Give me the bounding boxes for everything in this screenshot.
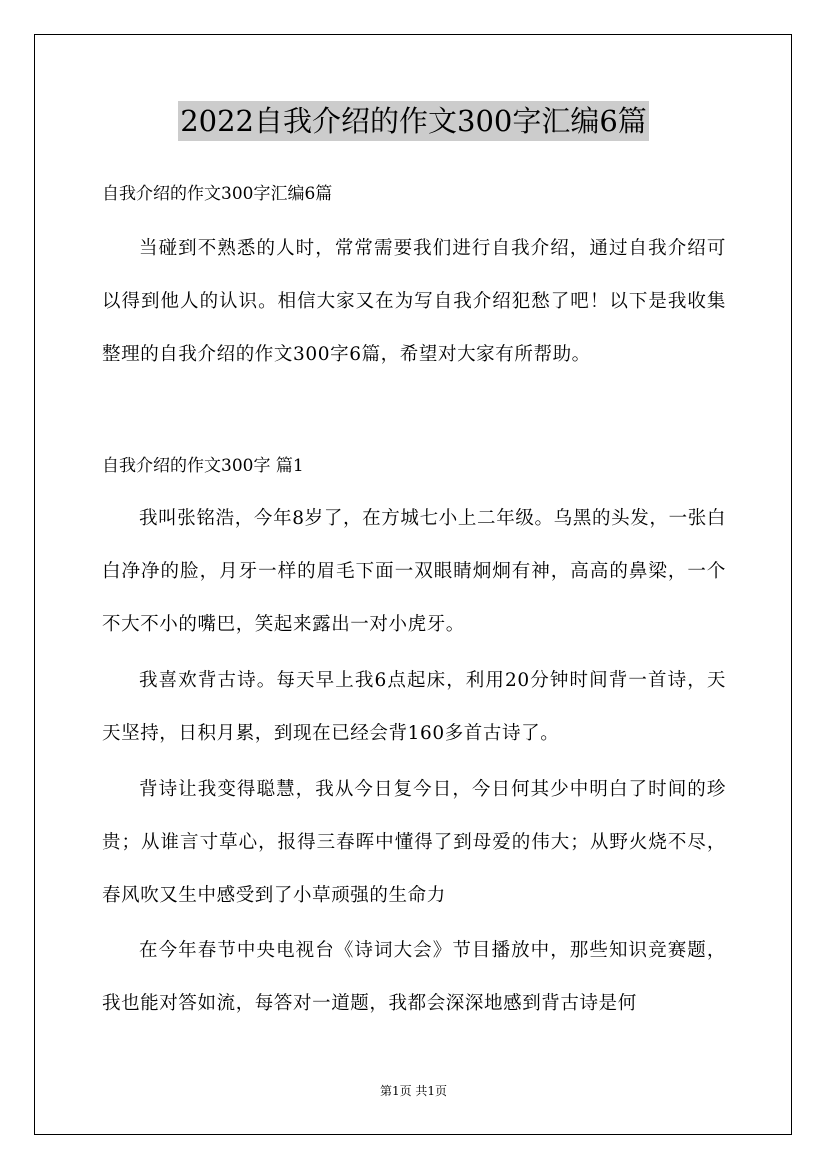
document-subtitle: 自我介绍的作文300字汇编6篇 — [102, 184, 333, 204]
document-title: 2022自我介绍的作文300字汇编6篇 — [178, 101, 649, 141]
body-paragraph: 我叫张铭浩，今年8岁了，在方城七小上二年级。乌黑的头发，一张白白净净的脸，月牙一样的眉毛下面一双眼睛炯炯有神，高高的鼻梁，一个不大不小的嘴巴，笑起来露出一对小虎牙。 — [102, 508, 726, 635]
body-paragraph: 在今年春节中央电视台《诗词大会》节目播放中，那些知识竞赛题，我也能对答如流，每答对一道题，我都会深深地感到背古诗是何 — [102, 940, 726, 1014]
section-heading: 自我介绍的作文300字 篇1 — [102, 456, 304, 476]
body-paragraph: 我喜欢背古诗。每天早上我6点起床，利用20分钟时间背一首诗，天天坚持，日积月累，到现在已经会背160多首古诗了。 — [102, 670, 726, 744]
title-area — [0, 101, 827, 141]
page-number-label: 第1页 共1页 — [379, 1084, 448, 1098]
page-footer — [0, 1083, 827, 1099]
intro-paragraph: 当碰到不熟悉的人时，常常需要我们进行自我介绍，通过自我介绍可以得到他人的认识。相信大家又在为写自我介绍犯愁了吧！以下是我收集整理的自我介绍的作文300字6篇，希望对大家有所帮助。 — [102, 238, 726, 365]
body-paragraph: 背诗让我变得聪慧，我从今日复今日，今日何其少中明白了时间的珍贵；从谁言寸草心，报得三春晖中懂得了到母爱的伟大；从野火烧不尽，春风吹又生中感受到了小草顽强的生命力 — [102, 779, 726, 906]
